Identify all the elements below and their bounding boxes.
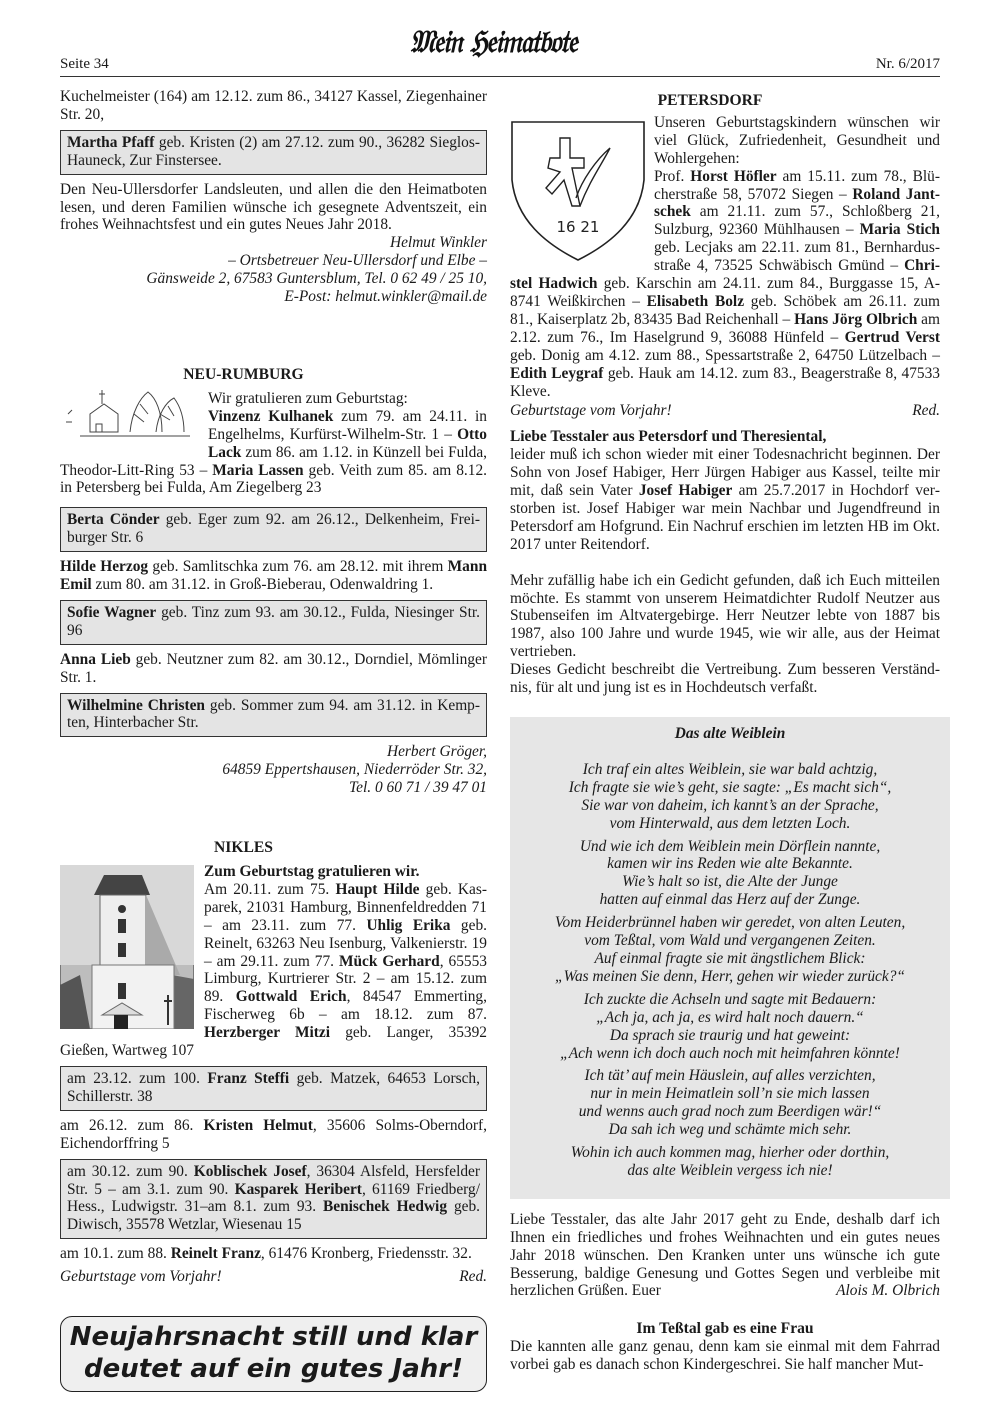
text-run: geb. Samlitschka zum 76. am 28.12. mit ihrem [148,558,448,576]
name-highlight: Franz Steffi [207,1069,290,1087]
text-run: Mehr zufällig habe ich ein Gedicht gefunden, daß ich Euch mitteilen möchte. Es stammt von unserem Heimatdichter Rudolf Neutzer aus Stubenseifen im Altvatergebirge. Herr Neutzer lebte von 1887 bis 1987, also 100 Jahre und wurde 1945, wie wir alle, aus der Heimat vertrieben. [510,571,940,661]
paragraph [60,651,487,687]
text-run: geb. Lecjaks am 22.11. zum 81., Bernhardusstraße 4, 73525 Schwäbisch Gmünd – [654,239,940,275]
paragraph [510,1338,940,1374]
signature-line: Helmut Winkler [389,234,487,252]
footnote-text: Geburtstage vom Vorjahr! [60,1268,222,1286]
text-run: zum 86. am 1.12. in Künzell bei Fulda, Theodor-Litt-Ring 53 – [60,443,487,479]
name-highlight: Zum Geburtstag gratulieren wir. [204,865,420,880]
editor-mark: Red. [459,1268,487,1286]
text-run: am 2.12. zum 76., Im Haselgrund 9, 36088 Hünfeld – [510,310,940,346]
paragraph [60,558,487,594]
right-column [510,88,940,1374]
poem-stanza [516,1144,944,1180]
text-run: geb. Matzek, 64653 Lorsch, Schillerstr. 38 [67,1069,480,1105]
text-run: geb. Eger zum 92. am 26.12., Delkenheim, Freiburger Str. 6 [67,511,481,547]
text-run: , 35606 Solms-Oberndorf, Eichendorffring 5 [60,1116,488,1152]
name-highlight: Josef Habiger [638,482,733,500]
paragraph [510,661,940,697]
banner-line: Neujahrsnacht still und klar [69,1322,478,1353]
header-rule [60,76,940,77]
signature-winkler [60,234,487,306]
name-highlight: Gottwald Erich [235,988,347,1006]
signature-line: – Ortsbetreuer Neu-Ullersdorf und Elbe – [228,252,487,270]
highlight-box [60,1159,487,1240]
poem-line: „Ach ja, ach ja, es wird halt noch dauern.“ [596,1008,864,1026]
issue-number: Nr. 6/2017 [875,56,940,72]
text-run: , 36304 Alsfeld, Hersfelder Str. 5 – am 3.1. zum 90. [67,1162,481,1198]
name-highlight: Anna Lieb [60,650,131,668]
poem-line: „Ach wenn ich doch auch noch mit heimfahren könnte! [560,1044,900,1062]
text-run: Dieses Gedicht beschreibt die Vertreibung. Zum besseren Verständnis, für alt und jung ist es in Hochdeutsch verfaßt. [510,661,940,697]
text-run: Den Neu-Ullersdorfer Landsleuten, und allen die den Heimatboten lesen, und deren Familien wünsche ich gesegnete Adventszeit, ein frohes Weihnachtsfest und ein gutes Neues Jahr 2018. [60,180,487,234]
poem-line: und wenns auch grad noch zum Beerdigen wär!“ [578,1103,882,1121]
text-run: geb. Kasparek, 21031 Hamburg, Binnenfeldredden 71 – am 23.11. zum 77. [204,880,487,934]
name-highlight: Edith Leygraf [510,364,604,382]
highlight-box [60,507,487,552]
signature-line: Herbert Gröger, [386,743,487,761]
text-run: geb. Schöbek am 26.11. zum 81., Kaiserplatz 2b, 83435 Bad Reichenhall – [510,292,940,328]
text-run: , 65553 Limburg, Kurtrierer Str. 2 – am 15.12. zum 89. [204,952,487,1006]
crest-year: 16 21 [556,217,600,236]
poem-line: hatten auf einmal das Herz auf der Zunge. [599,891,861,909]
footnote-line [510,402,940,420]
paragraph [60,181,487,235]
poem-line: „Was meinen Sie denn, Herr, gehen wir wieder zurück?“ [555,967,905,985]
poem-title: Das alte Weiblein [674,725,786,742]
poem-stanza [516,838,944,910]
name-highlight: Hans Jörg Olbrich [794,310,918,328]
text-run: , 61169 Friedberg/ Hess., Ludwigstr. 31–am 8.1. zum 93. [67,1180,480,1216]
text-run: , 61476 Kronberg, Friedensstr. 32. [260,1245,472,1263]
section-heading-tesstal: Im Teßtal gab es eine Frau [636,1320,814,1338]
church-photo [60,865,194,1029]
poem-line: nur in mein Heimatlein soll’n sie mich lassen [590,1085,870,1103]
section-heading-neu-rumburg: NEU-RUMBURG [183,365,304,383]
poem-stanza [516,761,944,833]
footnote-line [60,1268,487,1286]
name-highlight: Maria Stich [859,221,940,239]
poem-line: vom Teßtal, vom Wald und vergangenen Zeiten. [584,932,876,950]
paragraph [60,1117,487,1153]
name-highlight: Christel Hadwich [510,257,940,293]
text-run: Kuchelmeister (164) am 12.12. zum 86., 34127 Kassel, Ziegenhainer Str. 20, [60,88,487,123]
section-heading-nikles: NIKLES [214,839,273,857]
poem-stanza [516,1067,944,1139]
letter-greeting: Liebe Tesstaler aus Petersdorf und Theresiental, [510,428,827,446]
text-run: am 30.12. zum 90. [67,1162,194,1180]
name-highlight: Uhlig Erika [366,916,451,934]
paragraph [510,572,940,662]
name-highlight: Roland Jantschek [654,185,940,221]
paragraph [510,446,940,553]
box-text [67,511,480,547]
text-run: Prof. [654,167,691,185]
name-highlight: Kasparek Heribert [234,1180,362,1198]
paragraph [60,88,487,124]
village-sketch-image [60,384,200,444]
poem-line: vom Hinterwald, aus dem letzten Loch. [609,814,851,832]
name-highlight: Koblischek Josef [193,1162,307,1180]
text-run: geb. Veith zum 85. am 8.12. in Petersberg bei Fulda, Am Ziegelberg 23 [60,461,488,497]
name-highlight: Martha Pfaff [67,133,155,151]
poem-stanza [516,914,944,986]
left-column [60,88,487,1392]
section-heading-petersdorf: PETERSDORF [657,92,763,109]
box-text [67,1070,480,1106]
highlight-box [60,130,487,175]
poem-box [510,717,950,1199]
name-highlight: Mann Emil [60,558,487,594]
text-run: geb. Karschin am 24.11. zum 84., Burggasse 15, A-8741 Weißkirchen – [510,275,940,310]
text-run: am 26.12. zum 86. [60,1116,204,1134]
name-highlight: Sofie Wagner [67,603,157,621]
signature-line: 64859 Eppertshausen, Niederröder Str. 32, [222,761,487,779]
text-run: am 23.12. zum 100. [67,1069,208,1087]
editor-mark: Red. [912,402,940,420]
poem-line: Da sprach sie traurig und hat geweint: [609,1026,851,1044]
text-run: geb. Donig am 4.12. zum 88., Spessartstraße 2, 64750 Lützelbach – [510,346,940,364]
banner-line: deutet auf ein gutes Jahr! [84,1354,463,1385]
text-run: Wir gratulieren zum Geburtstag: [208,389,408,407]
name-highlight: Reinelt Franz [170,1245,261,1263]
name-highlight: Mück Gerhard [338,952,440,970]
text-run: geb. Neutzner zum 82. am 30.12., Dorndiel, Mömlinger Str. 1. [60,650,487,686]
name-highlight: Otto Lack [208,425,487,461]
text-run: geb. Langer, 35392 Gießen, Wartweg 107 [60,1024,487,1060]
name-highlight: Haupt Hilde [335,880,420,898]
name-highlight: Horst Höfler [690,167,777,185]
text-run: zum 80. am 31.12. in Groß-Bieberau, Odenwaldring 1. [91,576,434,594]
box-text [67,134,480,170]
highlight-box [60,600,487,645]
text-run: am 21.11. zum 57., Schloßberg 21, Sulzburg, 92360 Mühlhausen – [654,203,940,239]
name-highlight: Wilhelmine Christen [67,696,205,714]
poem-line: kamen wir ins Reden wie alte Bekannte. [607,855,853,873]
text-run: geb. Diwisch, 35578 Wetzlar, Wiesenau 15 [67,1198,481,1234]
text-run: geb. Hauk am 14.12. zum 83., Beagerstraße 8, 47533 Kleve. [510,364,940,400]
poem-line: Wohin ich auch kommen mag, hierher oder dorthin, [570,1144,890,1162]
poem-line: Ich tät’ auf mein Häuslein, auf alles verzichten, [584,1067,876,1085]
signature-olbrich: Alois M. Olbrich [836,1282,940,1300]
poem-line: Ich fragte sie wie’s geht, sie sagte: „Es macht sich“, [568,778,892,796]
paragraph [60,1245,487,1263]
text-run: geb. Kristen (2) am 27.12. zum 90., 36282 Sieglos-Hauneck, Zur Finstersee. [67,133,480,169]
poem-line: Ich zuckte die Achseln und sagte mit Bedauern: [583,990,877,1008]
highlight-box [60,1066,487,1111]
name-highlight: Elisabeth Bolz [646,292,745,310]
poem-line: das alte Weiblein vergess ich nie! [627,1161,833,1179]
box-text [67,697,480,733]
signature-groeger [60,743,487,797]
text-run: Liebe Tesstaler, das alte Jahr 2017 geht zu Ende, deshalb darf ich Ihnen ein friedliches und frohes Weihnachten und ein gutes neues Jahr 2018 wünschen. Den Kranken unter uns wünsche ich gute Besserung, baldige Genesung und Gottes Segen und verbleibe mit herzlichen Grüßen. Euer [510,1210,940,1300]
name-highlight: Benischek Hedwig [322,1198,448,1216]
text-run: , 84547 Emmerting, Fischerweg 6b – am 18.12. zum 87. [204,988,487,1024]
text-run: leider muß ich schon wieder mit einer Todesnachricht beginnen. Der Sohn von Josef Habiger, Herr Jürgen Habiger aus Kassel, teilte mir mit, daß sein Vater [510,446,940,500]
paragraph [510,1211,940,1301]
signature-line: Tel. 0 60 71 / 39 47 01 [349,779,487,797]
signature-line: Gänsweide 2, 67583 Guntersblum, Tel. 0 62 49 / 25 10, [146,270,487,288]
name-highlight: Berta Cönder [67,511,160,529]
poem-line: Vom Heiderbrünnel haben wir geredet, von alten Leuten, [554,914,906,932]
poem-line: Und wie ich dem Weiblein mein Dörflein nannte, [579,837,881,855]
poem-stanza [516,991,944,1063]
poem-line: Da sah ich weg und schämte mich sehr. [608,1121,852,1139]
text-run: geb. Reinelt, 63263 Neu Isenburg, Valkenierstr. 19 – am 29.11. zum 77. [204,916,487,970]
text-run: zum 79. am 24.11. in Engelhelms, Kurfürst-Wilhelm-Str. 1 – [208,407,488,443]
footnote-text: Geburtstage vom Vorjahr! [510,402,672,420]
name-highlight: Vinzenz Kulhanek [208,407,334,425]
text-run: Am 20.11. zum 75. [204,880,336,898]
text-run: am 25.7.2017 in Hochdorf verstorben ist. Josef Habiger war mein Nachbar und Jugendfreund in Petersdorf am Hofgrund. Ein Nachruf erschien im letzten HB im Okt. 2017 unter Reitendorf. [510,482,941,553]
text-run: geb. Sommer zum 94. am 31.12. in Kempten, Hinterbacher Str. [67,696,481,732]
text-run: am 10.1. zum 88. [60,1245,171,1263]
name-highlight: Gertrud Verst [844,328,941,346]
poem-line: Wie’s halt so ist, die Alte der Junge [622,873,838,891]
text-run: Die kannten alle ganz genau, denn kam sie einmal mit dem Fahrrad vorbei gab es danach schon Kindergeschrei. Sie half mancher Mut- [510,1338,940,1374]
text-run: Unseren Geburtstagskindern wünschen wir viel Glück, Zufriedenheit, Gesundheit und Wohlergehen: [654,113,940,167]
page-number: Seite 34 [60,56,109,72]
name-highlight: Herzberger Mitzi [204,1024,331,1042]
text-run: am 15.11. zum 78., Blücherstraße 58, 57072 Siegen – [654,167,940,203]
box-text [67,604,480,640]
masthead-logo: 𝔐𝔢𝔦𝔫 ℌ𝔢𝔦𝔪𝔞𝔱𝔟𝔬𝔱𝔢 [410,24,577,61]
text-run: geb. Tinz zum 93. am 30.12., Fulda, Niesinger Str. 96 [67,603,480,639]
poem-line: Ich traf ein altes Weiblein, sie war bald achtzig, [582,760,878,778]
petersdorf-coat-of-arms [510,120,646,262]
name-highlight: Maria Lassen [212,461,304,479]
highlight-box [60,693,487,738]
name-highlight: Hilde Herzog [60,558,149,576]
signature-line: E-Post: helmut.winkler@mail.de [284,288,487,306]
poem-line: Auf einmal fragte sie mit ängstlichem Blick: [594,949,866,967]
new-year-banner [60,1316,487,1392]
box-text [67,1163,480,1235]
name-highlight: Kristen Helmut [203,1116,313,1134]
poem-line: Sie war von daheim, ich kannt’s an der Sprache, [581,796,879,814]
